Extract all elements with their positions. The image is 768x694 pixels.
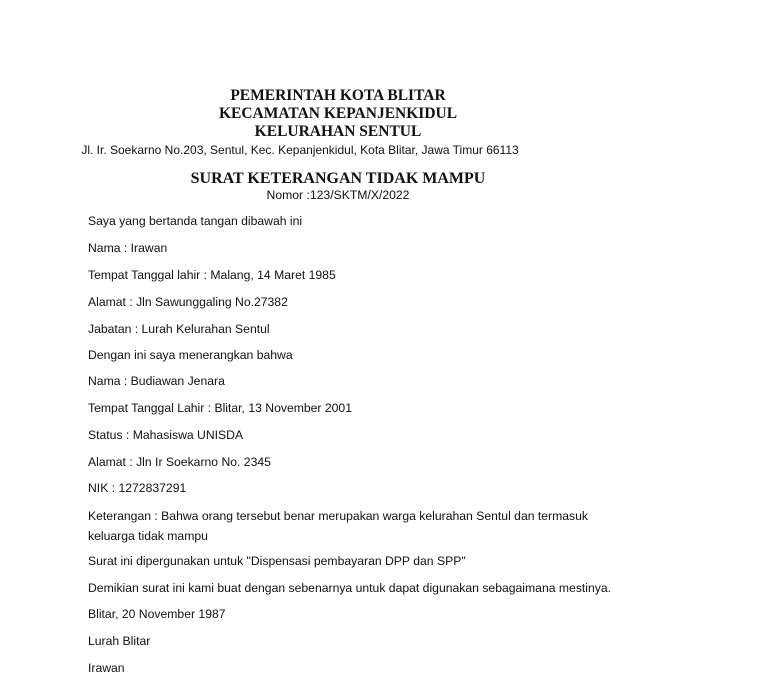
header-village: KELURAHAN SENTUL — [254, 123, 422, 140]
header-address: Jl. Ir. Soekarno No.203, Sentul, Kec. Kepanjenkidul, Kota Blitar, Jawa Timur 66113 — [81, 143, 519, 157]
remark-line-1: Keterangan : Bahwa orang tersebut benar merupakan warga kelurahan Sentul dan termasuk — [88, 509, 589, 523]
header-district: KECAMATAN KEPANJENKIDUL — [218, 105, 458, 122]
signature-name: Irawan — [88, 661, 125, 675]
signer-address: Alamat : Jln Sawunggaling No.27382 — [88, 295, 288, 309]
closing-text: Demikian surat ini kami buat dengan sebenarnya untuk dapat digunakan sebagaimana mestinya. — [88, 581, 612, 595]
signature-place-date: Blitar, 20 November 1987 — [88, 607, 226, 621]
subject-status: Status : Mahasiswa UNISDA — [88, 428, 244, 442]
letter-number: Nomor :123/SKTM/X/2022 — [266, 188, 410, 202]
signer-name: Nama : Irawan — [88, 241, 168, 255]
intro-text: Saya yang bertanda tangan dibawah ini — [88, 214, 303, 228]
subject-name: Nama : Budiawan Jenara — [88, 374, 225, 388]
remark-line-2: keluarga tidak mampu — [88, 529, 208, 543]
statement-text: Dengan ini saya menerangkan bahwa — [88, 348, 293, 362]
letter-title: SURAT KETERANGAN TIDAK MAMPU — [190, 170, 486, 187]
signer-birth: Tempat Tanggal lahir : Malang, 14 Maret 1985 — [88, 268, 336, 282]
subject-birth: Tempat Tanggal Lahir : Blitar, 13 November 2001 — [88, 401, 352, 415]
signature-title: Lurah Blitar — [88, 634, 151, 648]
subject-address: Alamat : Jln Ir Soekarno No. 2345 — [88, 455, 271, 469]
purpose-text: Surat ini dipergunakan untuk "Dispensasi pembayaran DPP dan SPP" — [88, 554, 466, 568]
signer-position: Jabatan : Lurah Kelurahan Sentul — [88, 322, 270, 336]
subject-nik: NIK : 1272837291 — [88, 481, 187, 495]
header-government: PEMERINTAH KOTA BLITAR — [230, 87, 446, 104]
